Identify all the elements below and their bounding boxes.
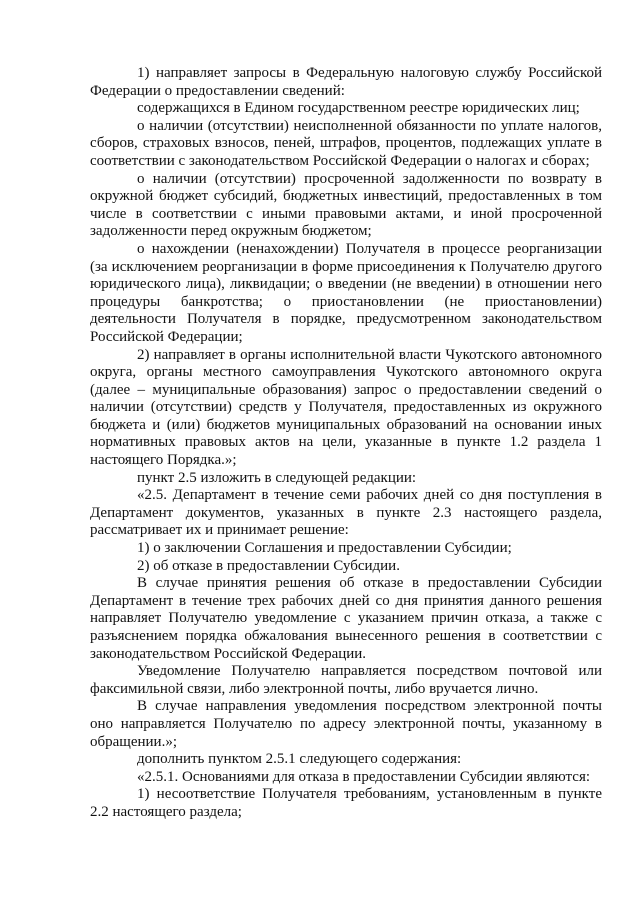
paragraph-requests-tax-service: 1) направляет запросы в Федеральную налоговую службу Российской Федерации о предоставлении сведений: [90,65,602,99]
paragraph-clause-2-5-1: «2.5.1. Основаниями для отказа в предоставлении Субсидии являются: [137,768,591,785]
paragraph-state-register: содержащихся в Едином государственном реестре юридических лиц; [137,100,580,117]
paragraph-refusal-notice: В случае принятия решения об отказе в предоставлении Субсидии Департамент в течение трех рабочих дней со дня принятия данного решения направляет Получателю уведомление с указанием причин отказа, а также с разъяснением порядка обжалования вынесенного решения в соответствии с законодательством Российской Федерации. [90,575,602,662]
paragraph-reorganization: о нахождении (ненахождении) Получателя в процессе реорганизации (за исключением реорганизации в форме присоединения к Получателю другого юридического лица), ликвидации; о введении (не введении) в отношении него процедуры банкротства; о приостановлении (не приостановлении) деятельности Получателя в порядке, предусмотренном законодательством Российской Федерации; [90,240,602,345]
paragraph-refusal-reason-1: 1) несоответствие Получателя требованиям, установленным в пункте 2.2 настоящего раздела; [90,786,602,820]
paragraph-municipal-requests: 2) направляет в органы исполнительной власти Чукотского автономного округа, органы местного самоуправления Чукотского автономного округа (далее – муниципальные образования) запрос о предоставлении сведений о наличии (отсутствии) средств у Получателя, предоставленных из окружного бюджета и (или) бюджетов муниципальных образований на основании иных нормативных правовых актов на цели, указанные в пункте 1.2 раздела 1 настоящего Порядка.»; [90,346,602,469]
paragraph-notice-delivery: Уведомление Получателю направляется посредством почтовой или факсимильной связи, либо электронной почты, либо вручается лично. [90,663,602,697]
paragraph-clause-2-5: «2.5. Департамент в течение семи рабочих дней со дня поступления в Департамент документов, указанных в пункте 2.3 настоящего раздела, рассматривает их и принимает решение: [90,487,602,539]
document-page [90,65,602,822]
paragraph-clause-2-5-1-intro: дополнить пунктом 2.5.1 следующего содержания: [137,751,462,768]
paragraph-clause-2-5-intro: пункт 2.5 изложить в следующей редакции: [137,469,417,486]
paragraph-email-notice: В случае направления уведомления посредством электронной почты оно направляется Получателю по адресу электронной почты, указанному в обращении.»; [90,698,602,750]
paragraph-decision-1: 1) о заключении Соглашения и предоставлении Субсидии; [137,540,512,557]
paragraph-decision-2: 2) об отказе в предоставлении Субсидии. [137,557,400,574]
paragraph-tax-obligations: о наличии (отсутствии) неисполненной обязанности по уплате налогов, сборов, страховых взносов, пеней, штрафов, процентов, подлежащих уплате в соответствии с законодательством Российской Федерации о налогах и сборах; [90,117,602,169]
paragraph-overdue-debt: о наличии (отсутствии) просроченной задолженности по возврату в окружной бюджет субсидий, бюджетных инвестиций, предоставленных в том числе в соответствии с иными правовыми актами, и иной просроченной задолженности перед окружным бюджетом; [90,170,602,240]
